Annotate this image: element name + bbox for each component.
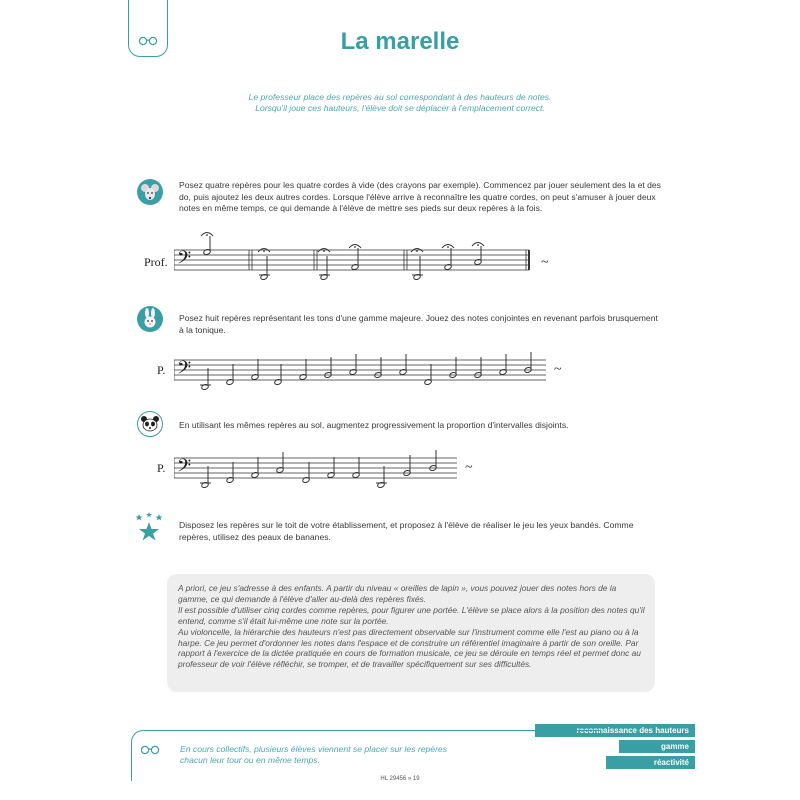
mouse-icon xyxy=(137,179,163,205)
page-title: La marelle xyxy=(340,28,460,55)
staff-2 xyxy=(174,350,554,395)
page-number: HL 29456 » 19 xyxy=(380,776,420,782)
footer-tip: En cours collectifs, plusieurs élèves viennent se placer sur les repères chacun leur tour ou en même temps. xyxy=(180,744,448,765)
note-box xyxy=(167,574,655,692)
section-3-text: En utilisant les mêmes repères au sol, augmentez progressivement la proportion d'intervalles disjoints. xyxy=(179,420,569,430)
tag-gamme: gamme xyxy=(619,740,695,753)
staff-3-label: P. xyxy=(157,461,166,475)
stars-icon xyxy=(134,512,164,542)
tag-reactivite: réactivité xyxy=(606,756,695,769)
staff-1-tilde: ~ xyxy=(541,255,549,270)
svg-text:𝄢: 𝄢 xyxy=(177,358,192,383)
staff-2-label: P. xyxy=(157,363,166,377)
staff-2-tilde: ~ xyxy=(554,362,562,377)
note-text: A priori, ce jeu s'adresse à des enfants. A partir du niveau « oreilles de lapin », vous pouvez jouer des notes hors de la gamme, ce qui demande à l'élève d'aller au-delà des repères fixés. Il est possible d'utiliser cinq cordes comme repères, pour figurer une portée. L'élève se place alors à la position des notes qu'il entend, comme s'il était lui-même une note sur la portée. Au violoncelle, la hiérarchie des hauteurs n'est pas directement observable sur l'instrument comme elle l'est au piano ou à la harpe. Ce jeu permet d'ordonner les notes dans l'espace et de construire un référentiel imaginaire à partir de son oreille. Par rapport à l'exercice de la dictée pratiquée en cours de formation musicale, ce jeu se déroule en temps réel et permet donc au professeur de voir l'élève réfléchir, se tromper, et de travailler spécifiquement sur ses difficultés. xyxy=(178,583,645,670)
section-4-text: Disposez les repères sur le toit de votre établissement, et proposez à l'élève de réaliser le jeu les yeux bandés. Comme repères, utilisez des peaux de bananes. xyxy=(179,520,634,542)
svg-text:𝄢: 𝄢 xyxy=(177,248,192,273)
rabbit-icon xyxy=(137,306,163,332)
staff-1 xyxy=(174,230,564,290)
tag-recognition: reconnaissance des hauteurs xyxy=(535,724,695,737)
staff-3-tilde: ~ xyxy=(465,460,473,475)
staff-1-label: Prof. xyxy=(144,255,168,269)
staff-3 xyxy=(174,448,464,493)
intro-text: Le professeur place des repères au sol correspondant à des hauteurs de notes. Lorsqu'il joue ces hauteurs, l'élève doit se déplacer à l'emplacement correct. xyxy=(248,92,552,113)
panda-icon xyxy=(137,411,163,437)
section-1-text: Posez quatre repères pour les quatre cordes à vide (des crayons par exemple). Commencez par jouer seulement des la et des do, puis ajoutez les deux autres cordes. Lorsque l'élève arrive à reconnaître les quatre cordes, on peut s'amuser à jouer deux notes en même temps, ce qui demande à l'élève de mettre ses pieds sur deux repères à la fois. xyxy=(179,180,661,213)
glasses-icon xyxy=(140,745,160,755)
svg-text:𝄢: 𝄢 xyxy=(177,456,192,481)
section-2-text: Posez huit repères représentant les tons d'une gamme majeure. Jouez des notes conjointes en revenant parfois brusquement à la tonique. xyxy=(179,313,658,335)
